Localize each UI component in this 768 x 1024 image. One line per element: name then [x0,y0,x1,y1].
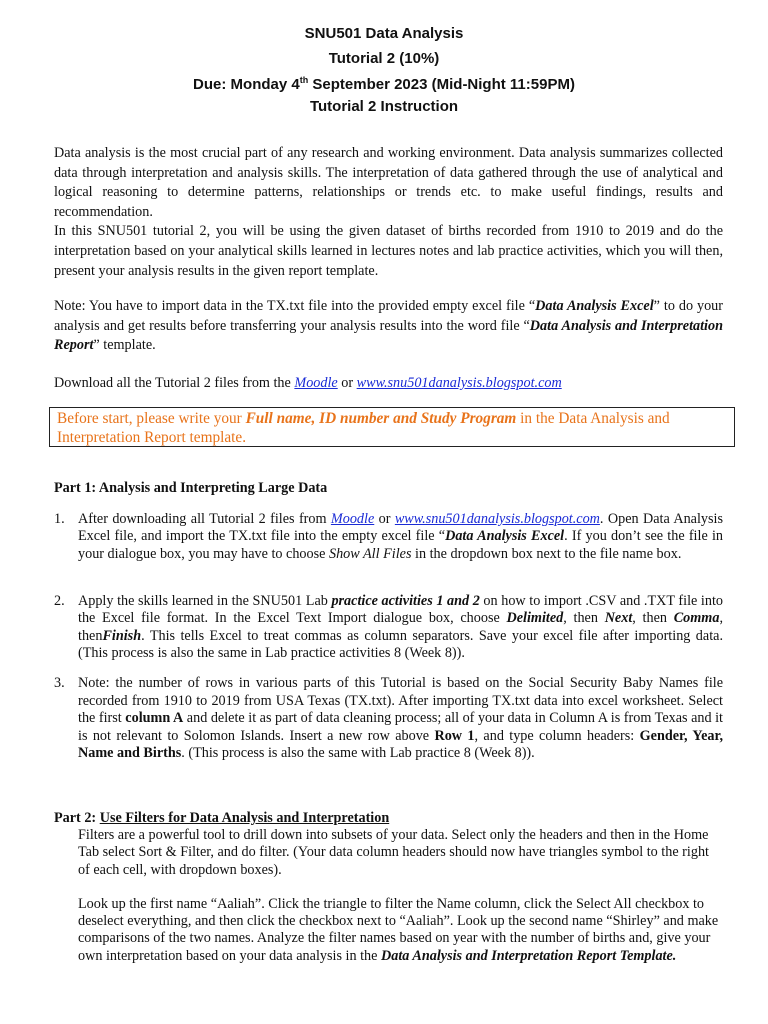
notice-text-2: in the Data Analysis and Interpretation Report template. [57,410,670,446]
part2-paragraph-1: Filters are a powerful tool to drill down into subsets of your data. Select only the headers and then in the Home Tab select Sort & Filter, and do filter. (Your data column headers should now have triangles symbol to the right of each cell, with dropdown boxes). [78,827,709,878]
note-text-1: Note: You have to import data in the TX.txt file into the provided empty excel file “ [54,298,536,314]
item2-bold-2: Delimited [506,610,564,627]
note-bold-excel: Data Analysis Excel [535,298,654,314]
item1-text-5: in the dropdown box next to the file name box. [411,545,682,562]
item3-text-3: , and type column headers: [474,727,640,744]
due-suffix: September 2023 (Mid-Night 11:59PM) [308,76,575,93]
intro-section [54,144,723,281]
item-body [78,593,723,662]
notice-bold: Full name, ID number and Study Program [245,410,517,427]
item1-bold: Data Analysis Excel [445,528,565,545]
item3-bold-3: Gender, Year, Name and Births [78,727,723,762]
item2-text-4: , then [632,610,674,627]
part2-heading-title: Use Filters for Data Analysis and Interpretation [99,810,390,826]
item-number: 3. [54,675,65,691]
tutorial-title: Tutorial 2 (10%) [328,50,440,67]
item2-text-5: , then [78,610,723,644]
due-superscript: th [299,75,309,85]
item-body [78,675,723,763]
part2-paragraph-2 [78,896,723,965]
item2-text-6: . This tells Excel to treat commas as column separators. Save your excel file after importing data. (This process is also the same in Lab practice activities 8 (Week 8)). [78,627,723,661]
item3-text-4: . (This process is also the same with Lab practice 8 (Week 8)). [181,745,535,762]
item1-moodle-link[interactable]: Moodle [330,511,375,527]
item3-bold-1: column A [125,710,184,727]
item-number: 2. [54,593,65,609]
download-prefix: Download all the Tutorial 2 files from the [54,375,295,391]
blog-link[interactable]: www.snu501danalysis.blogspot.com [356,375,562,391]
item3-text-2: and delete it as part of data cleaning process; all of your data in Column A is from Texas and it is not relevant to Solomon Islands. Insert a new row above [78,710,724,744]
item2-text-3: , then [563,610,605,627]
part1-heading: Part 1: Analysis and Interpreting Large Data [54,480,328,496]
part2-text-1: Look up the first name “Aaliah”. Click the triangle to filter the Name column, click the Select All checkbox to deselect everything, and then click the checkbox next to “Aaliah”. Look up the second name “Shirley” and make comparisons of the two names. Analyze the filter names based on year with the number of births and, give your own interpretation based on your data analysis in the [78,895,719,964]
item2-text-1: Apply the skills learned in the SNU501 Lab [78,593,332,609]
due-prefix: Due: Monday 4 [193,76,300,93]
part2-heading-prefix: Part 2: [54,810,100,826]
item1-text-2: or [374,511,395,527]
item1-blog-link[interactable]: www.snu501danalysis.blogspot.com [394,511,600,527]
notice-text-1: Before start, please write your [57,410,246,427]
item-body [78,511,723,563]
item1-italic: Show All Files [328,545,412,562]
download-line [54,374,723,394]
part2-bold: Data Analysis and Interpretation Report Template. [380,947,677,964]
due-date [0,75,768,95]
notice-box [49,407,735,447]
item2-bold-3: Next [604,610,633,627]
part2-body [78,827,723,965]
note-text-2: ” to do your analysis and get results before transferring your analysis results into the word file “ [54,298,723,334]
intro-paragraph-2: In this SNU501 tutorial 2, you will be using the given dataset of births recorded from 1910 to 2019 and do the interpretation based on your analytical skills learned in lectures notes and lab practice activities, which you will then, present your analysis results in the given report template. [54,223,723,279]
item-number: 1. [54,511,65,527]
item2-bold-4: Comma [673,610,720,627]
item2-bold-1: practice activities 1 and 2 [331,593,480,609]
item2-bold-5: Finish [102,627,142,644]
moodle-link[interactable]: Moodle [294,375,338,391]
part2-heading [54,810,389,827]
note-text-3: ” template. [93,337,156,354]
item1-text-3: . Open Data Analysis Excel file, and import the TX.txt file into the empty excel file “ [78,511,723,545]
download-or: or [337,375,357,391]
course-title: SNU501 Data Analysis [304,25,464,42]
intro-paragraph-1: Data analysis is the most crucial part of any research and working environment. Data analysis summarizes collected data through interpretation and analysis skills. The interpretation of data gathered through the use of analytical and logical reasoning to determine patterns, relationships or trends etc. to make useful findings, results and recommendation. [54,145,723,220]
instruction-title: Tutorial 2 Instruction [309,98,459,115]
item2-text-2: on how to import .CSV and .TXT file into the Excel file format. In the Excel Text Import dialogue box, choose [78,593,723,627]
item1-text-1: After downloading all Tutorial 2 files from [78,511,331,527]
item3-text-1: Note: the number of rows in various parts of this Tutorial is based on the Social Security Baby Names file recorded from 1910 to 2019 from USA Texas (TX.txt). After importing TX.txt data into excel worksheet. Select the first [78,675,723,727]
item3-bold-2: Row 1 [434,727,475,744]
item1-text-4: . If you don’t see the file in your dialogue box, you may have to choose [78,528,723,562]
note-paragraph [54,297,723,356]
note-bold-report: Data Analysis and Interpretation Report [54,317,723,354]
